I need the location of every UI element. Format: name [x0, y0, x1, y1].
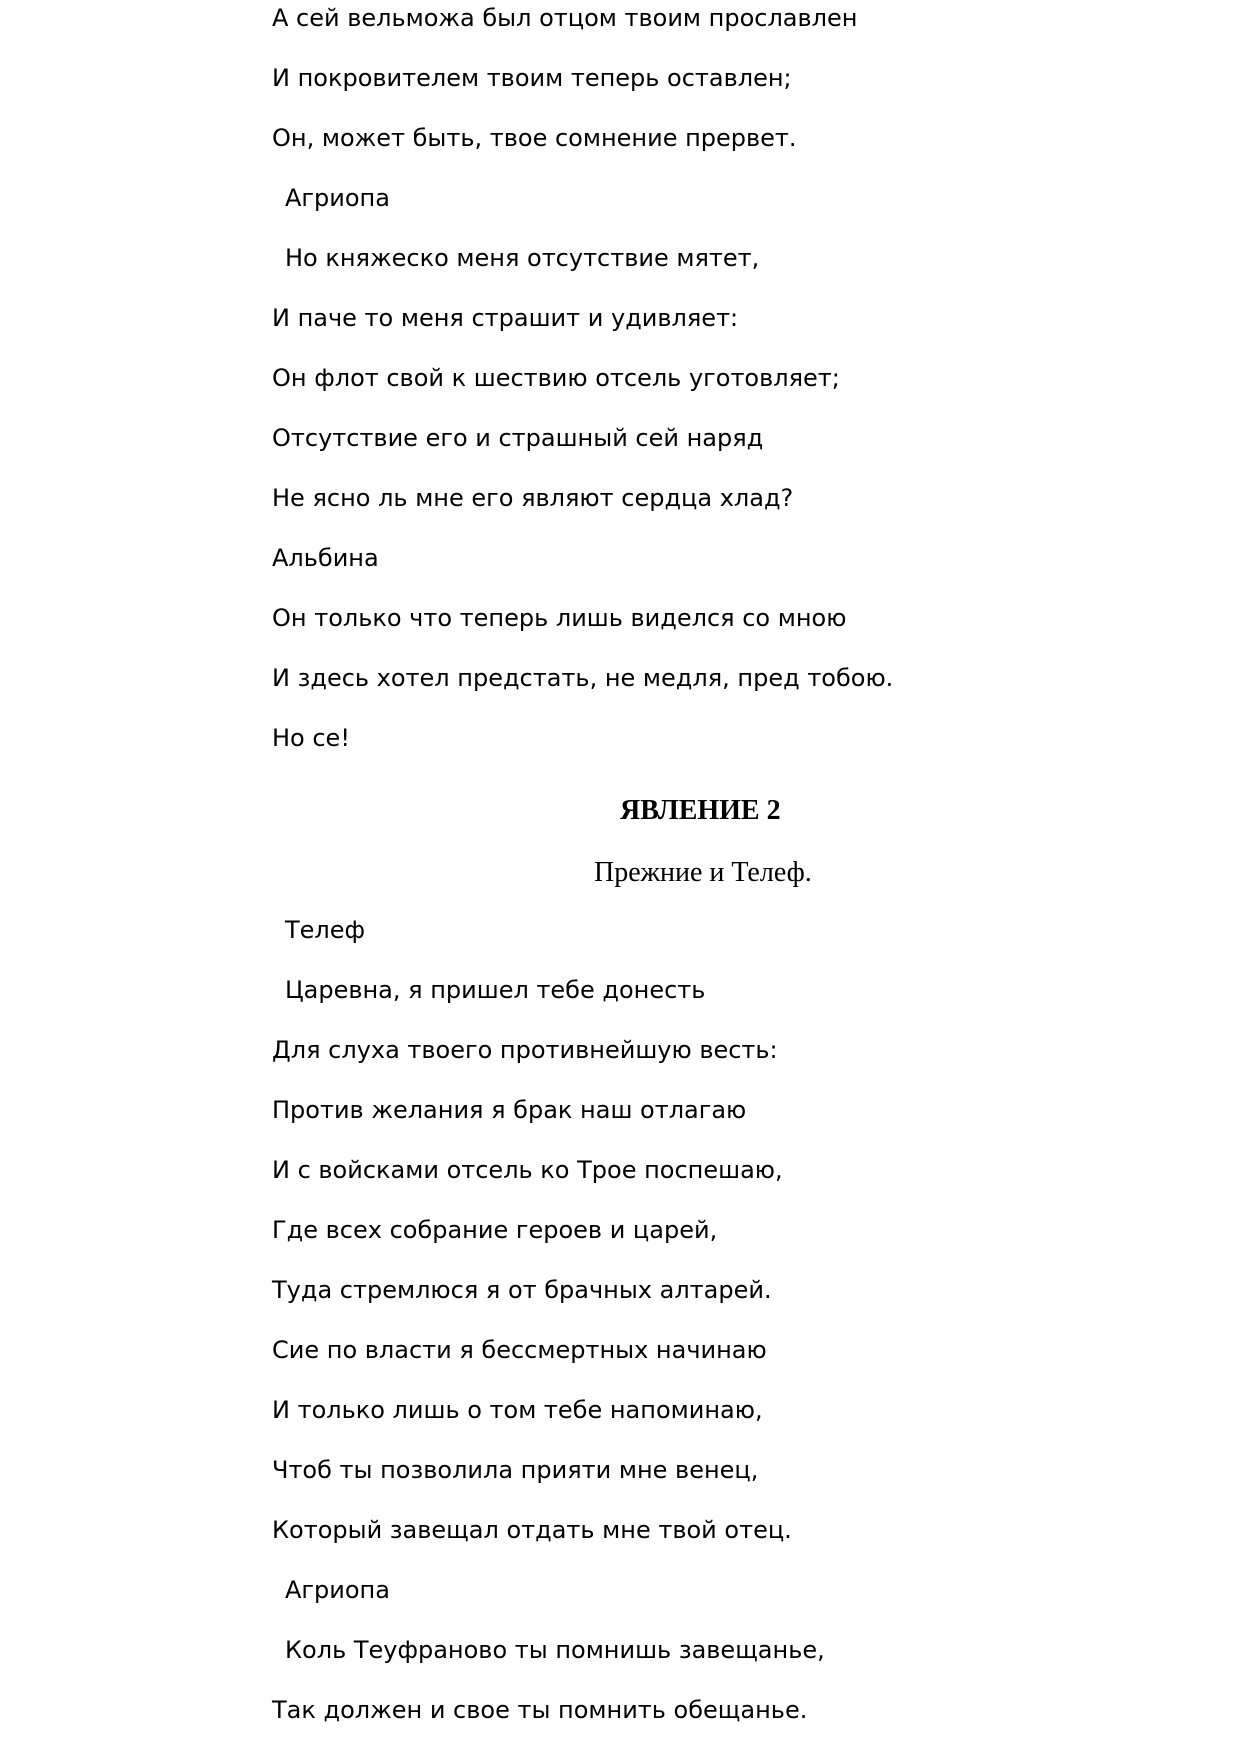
verse-line: Коль Теуфраново ты помнишь завещанье, [285, 1636, 825, 1664]
verse-line: Для слуха твоего противнейшую весть: [272, 1036, 778, 1064]
verse-line: Но княжеско меня отсутствие мятет, [285, 244, 760, 272]
verse-line: Против желания я брак наш отлагаю [272, 1096, 747, 1124]
speaker-name: Агриопа [285, 1576, 390, 1604]
scene-heading: ЯВЛЕНИЕ 2 [620, 795, 781, 826]
speaker-name: Телеф [285, 916, 366, 944]
speaker-name: Агриопа [285, 184, 390, 212]
verse-line: И паче то меня страшит и удивляет: [272, 304, 739, 332]
verse-line: Чтоб ты позволила прияти мне венец, [272, 1456, 759, 1484]
verse-line: И с войсками отсель ко Трое поспешаю, [272, 1156, 783, 1184]
verse-line: Но се! [272, 724, 350, 752]
verse-line: Туда стремлюся я от брачных алтарей. [272, 1276, 772, 1304]
verse-line: И только лишь о том тебе напоминаю, [272, 1396, 763, 1424]
verse-line: Он, может быть, твое сомнение прервет. [272, 124, 797, 152]
verse-line: Где всех собрание героев и царей, [272, 1216, 718, 1244]
verse-line: И здесь хотел предстать, не медля, пред тобою. [272, 664, 894, 692]
verse-line: Он только что теперь лишь виделся со мною [272, 604, 847, 632]
speaker-name: Альбина [272, 544, 379, 572]
verse-line: Не ясно ль мне его являют сердца хлад? [272, 484, 794, 512]
verse-line: Отсутствие его и страшный сей наряд [272, 424, 764, 452]
verse-line: Царевна, я пришел тебе донесть [285, 976, 706, 1004]
verse-line: Который завещал отдать мне твой отец. [272, 1516, 792, 1544]
verse-line: И покровителем твоим теперь оставлен; [272, 64, 792, 92]
verse-line: Сие по власти я бессмертных начинаю [272, 1336, 767, 1364]
verse-line: А сей вельможа был отцом твоим прославлен [272, 4, 858, 32]
verse-line: Так должен и свое ты помнить обещанье. [272, 1696, 808, 1724]
scene-subheading: Прежние и Телеф. [594, 857, 812, 888]
verse-line: Он флот свой к шествию отсель уготовляет; [272, 364, 840, 392]
